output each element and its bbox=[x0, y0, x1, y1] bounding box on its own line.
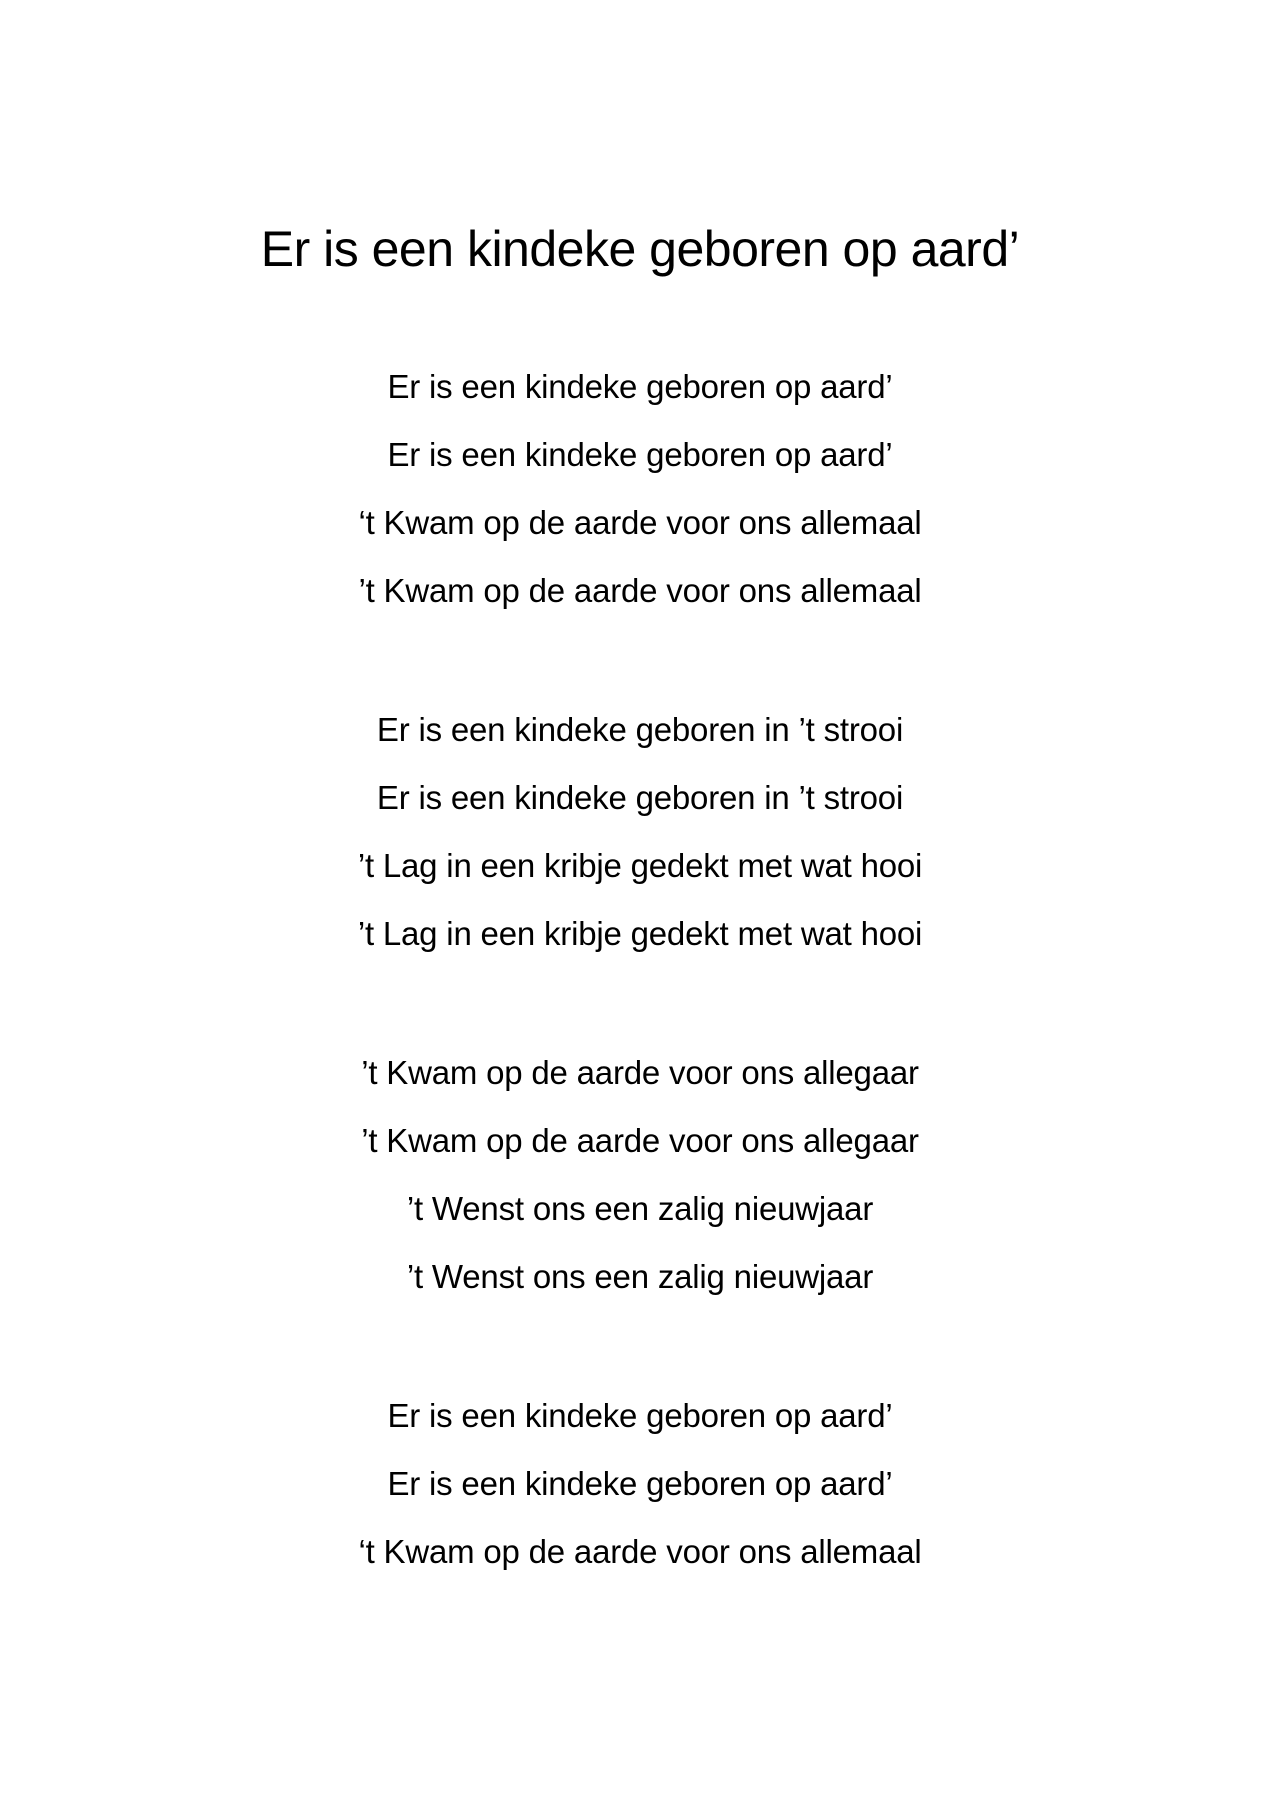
song-title: Er is een kindeke geboren op aard’ bbox=[260, 221, 1020, 277]
verse-1 bbox=[0, 353, 1280, 625]
verse-line: ‘t Kwam op de aarde voor ons allemaal bbox=[358, 1533, 922, 1570]
verse-line: ’t Lag in een kribje gedekt met wat hooi bbox=[357, 915, 923, 952]
verse-line: Er is een kindeke geboren op aard’ bbox=[387, 1465, 893, 1502]
verse-3 bbox=[0, 1039, 1280, 1311]
verse-line: ’t Lag in een kribje gedekt met wat hooi bbox=[357, 847, 923, 884]
verse-line: Er is een kindeke geboren op aard’ bbox=[387, 436, 893, 473]
verse-2 bbox=[0, 696, 1280, 968]
verse-line: Er is een kindeke geboren in ’t strooi bbox=[376, 779, 904, 816]
verse-line: ’t Kwam op de aarde voor ons allemaal bbox=[358, 572, 922, 609]
verse-line: Er is een kindeke geboren op aard’ bbox=[387, 368, 893, 405]
verse-line: ’t Kwam op de aarde voor ons allegaar bbox=[361, 1122, 919, 1159]
verse-line: ‘t Kwam op de aarde voor ons allemaal bbox=[358, 504, 922, 541]
verse-line: Er is een kindeke geboren in ’t strooi bbox=[376, 711, 904, 748]
verse-line: ’t Kwam op de aarde voor ons allegaar bbox=[361, 1054, 919, 1091]
verse-line: Er is een kindeke geboren op aard’ bbox=[387, 1397, 893, 1434]
verse-line: ’t Wenst ons een zalig nieuwjaar bbox=[406, 1190, 874, 1227]
verse-4 bbox=[0, 1382, 1280, 1586]
verse-line: ’t Wenst ons een zalig nieuwjaar bbox=[406, 1258, 874, 1295]
